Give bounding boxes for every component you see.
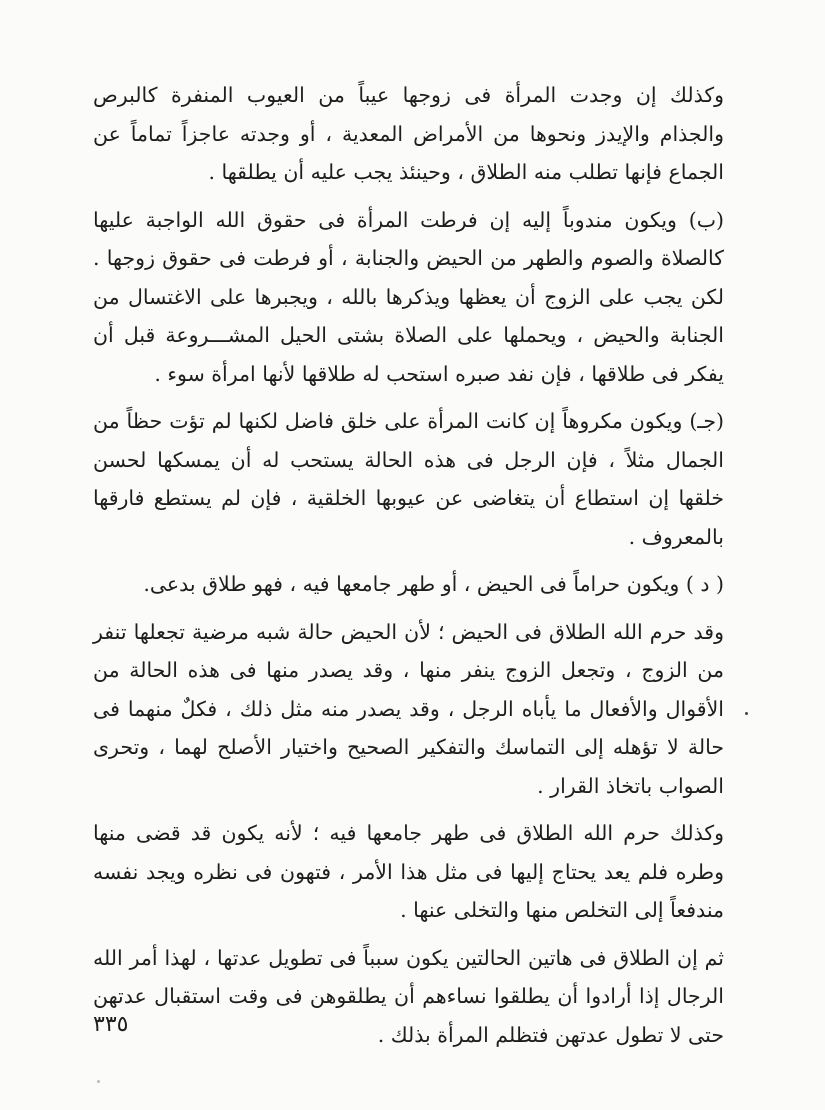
paragraph-3: (جـ) ويكون مكروهاً إن كانت المرأة على خلق فاضل لكنها لم تؤت حظاً من الجمال مثلاً ، فإن الرجل فى هذه الحالة يستحب له أن يمسكها لحسن خلقها إن استطاع أن يتغاضى عن عيوبها الخلقية ، فإن لم يستطع فارقها بالمعروف . — [93, 409, 724, 549]
paragraph-4: ( د ) ويكون حراماً فى الحيض ، أو طهر جامعها فيه ، فهو طلاق بدعى. — [143, 572, 724, 596]
paragraph-5: وقد حرم الله الطلاق فى الحيض ؛ لأن الحيض حالة شبه مرضية تجعلها تنفر من الزوج ، وتجعل الزوج ينفر منها ، وقد يصدر منها فى هذه الحالة من الأقوال والأفعال ما يأباه الرجل ، وقد يصدر منه مثل ذلك ، فكلٌ منهما فى حالة لا تؤهله إلى التماسك والتفكير الصحيح واختيار الأصلح لهما ، وتحرى الصواب باتخاذ القرار . — [93, 619, 724, 798]
paragraph-2: (ب) ويكون مندوباً إليه إن فرطت المرأة فى حقوق الله الواجبة عليها كالصلاة والصوم والطهر من الحيض والجنابة ، أو فرطت فى حقوق زوجها . لكن يجب على الزوج أن يعظها ويذكرها بالله ، ويجبرها على الاغتسال من الجنابة والحيض ، ويحملها على الصلاة بشتى الحيل المشـــروعة قبل أن يفكر فى طلاقها ، فإن نفد صبره استحب له طلاقها لأنها امرأة سوء . — [93, 207, 724, 386]
page-number: ٣٣٥ — [93, 1012, 129, 1037]
paragraph-7: ثم إن الطلاق فى هاتين الحالتين يكون سبباً فى تطويل عدتها ، لهذا أمر الله الرجال إذا أرادوا أن يطلقوا نساءهم أن يطلقوهن فى وقت استقبال عدتهن حتى لا تطول عدتهن فتظلم المرأة بذلك . — [93, 945, 724, 1047]
scan-speck — [97, 1080, 100, 1083]
margin-mark — [745, 712, 748, 715]
paragraph-6: وكذلك حرم الله الطلاق فى طهر جامعها فيه ؛ لأنه يكون قد قضى منها وطره فلم يعد يحتاج إليها فى مثل هذا الأمر ، فتهون فى نظره ويجد نفسه مندفعاً إلى التخلص منها والتخلى عنها . — [93, 821, 724, 922]
paragraph-1: وكذلك إن وجدت المرأة فى زوجها عيباً من العيوب المنفرة كالبرص والجذام والإيدز ونحوها من الأمراض المعدية ، أو وجدته عاجزاً تماماً عن الجماع فإنها تطلب منه الطلاق ، وحينئذ يجب عليه أن يطلقها . — [93, 83, 724, 184]
body-text — [93, 76, 724, 1054]
